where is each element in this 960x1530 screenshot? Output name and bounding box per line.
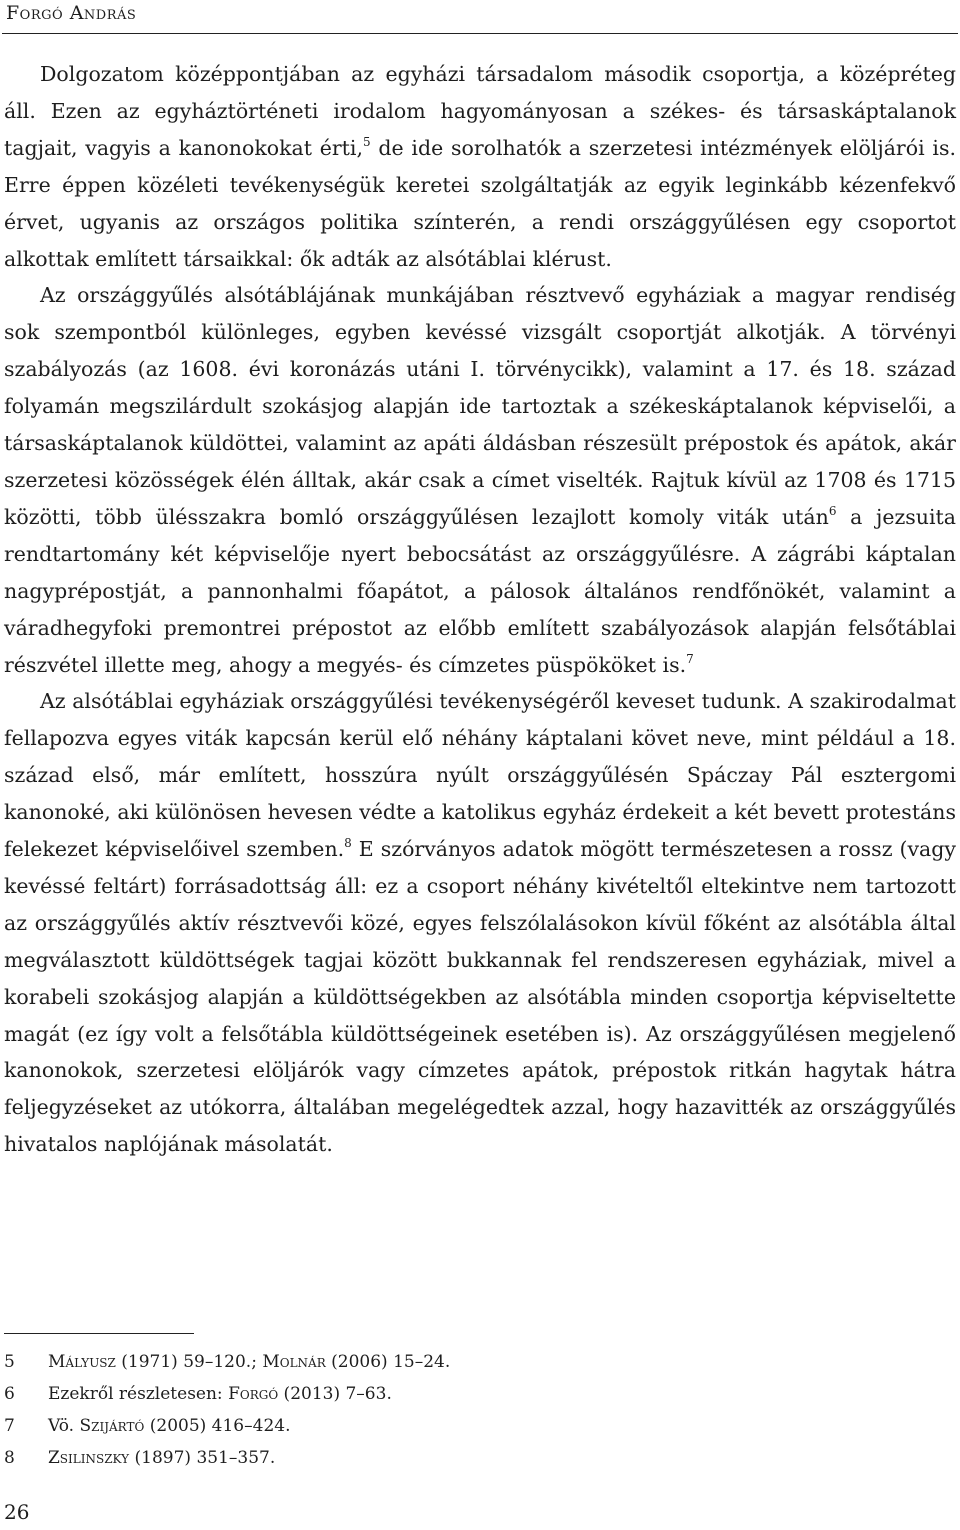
footnote-8 — [4, 1442, 944, 1474]
paragraph-2-text-a: Az országgyűlés alsótáblájának munkájában résztvevő egyháziak a magyar rendiség sok szempontból különleges, egyben kevéssé vizsgált csoportját alkotják. A törvényi szabályozás (az 1608. évi koronázás utáni I. törvénycikk), valamint a 17. és 18. század folyamán megszilárdult szokásjog alapján ide tartoztak a székeskáptalanok képviselői, a társaskáptalanok küldöttei, valamint az apáti áldásban részesült prépostok és apátok, akár szerzetesi közösségek élén álltak, akár csak a címet viselték. Rajtuk kívül az 1708 és 1715 közötti, több ülésszakra bomló országgyűlésen lezajlott komoly viták után — [4, 283, 956, 529]
footnote-prefix: Vö. — [48, 1416, 80, 1436]
running-head: Forgó András — [6, 2, 137, 24]
footnote-text — [48, 1378, 392, 1410]
footnote-citation: (2005) 416–424. — [144, 1416, 291, 1436]
footnote-author: Molnár — [262, 1352, 326, 1372]
footnote-citation: (1971) 59–120.; — [115, 1352, 263, 1372]
paragraph-2 — [4, 277, 956, 683]
footnote-citation: (1897) 351–357. — [129, 1448, 276, 1468]
footnote-citation: (2006) 15–24. — [325, 1352, 451, 1372]
footnote-5 — [4, 1346, 944, 1378]
footnote-text — [48, 1442, 275, 1474]
paragraph-1 — [4, 56, 956, 277]
paragraph-1-text-a: Dolgozatom középpontjában az egyházi társadalom második csoportja, a középréteg áll. Ezen az egyháztörténeti irodalom hagyományosan a székes- és társaskáptalanok tagjait, vagyis a kanonokokat érti, — [4, 62, 956, 160]
footnote-author: Forgó — [228, 1384, 279, 1404]
footnote-text — [48, 1410, 290, 1442]
paragraph-3-text-a: Az alsótáblai egyháziak országgyűlési tevékenységéről keveset tudunk. A szakirodalmat fellapozva egyes viták kapcsán kerül elő néhány káptalani követ neve, mint például a 18. század első, már említett, hosszúra nyúlt országgyűlésén Spáczay Pál esztergomi kanonoké, aki különösen hevesen védte a katolikus egyház érdekeit a két bevett protestáns felekezet képviselőivel szemben. — [4, 689, 956, 862]
footnote-ref-8[interactable]: 8 — [344, 836, 352, 851]
footnote-text — [48, 1346, 450, 1378]
footnote-author: Zsilinszky — [48, 1448, 130, 1468]
paragraph-3 — [4, 683, 956, 1163]
footnote-6 — [4, 1378, 944, 1410]
footnote-citation: (2013) 7–63. — [278, 1384, 392, 1404]
paragraph-1-text-b: de ide sorolhatók a szerzetesi intézmények elöljárói is. Erre éppen közéleti tevékenységük keretei szolgáltatják az egyik leginkább kézenfekvő érvet, ugyanis az országos politika színterén, a rendi országgyűlésen egy csoportot alkottak említett társaikkal: ők adták az alsótáblai klérust. — [4, 135, 956, 271]
footnote-author: Mályusz — [48, 1352, 116, 1372]
footnote-author: Szijártó — [79, 1416, 145, 1436]
footnote-7 — [4, 1410, 944, 1442]
footnotes — [4, 1346, 944, 1474]
paragraph-3-text-b: E szórványos adatok mögött természetesen a rossz (vagy kevéssé feltárt) forrásadottság áll: ez a csoport néhány kivételtől eltekintve nem tartozott az országgyűlés aktív résztvevői közé, egyes felszólalásokon kívül főként az alsótábla által megválasztott küldöttségek tagjai között bukkannak fel rendszeresen egyháziak, mivel a korabeli szokásjog alapján a küldöttségekben az alsótábla minden csoportja képviseltette magát (ez így volt a felsőtábla küldöttségeinek esetében is). Az országgyűlésen megjelenő kanonokok, szerzetesi elöljárók vagy címzetes apátok, prépostok ritkán hagytak hátra feljegyzéseket az utókorra, általában megelégedtek azzal, hogy hazavitték az országgyűlés hivatalos naplójának másolatát. — [4, 837, 956, 1157]
footnote-number: 7 — [4, 1416, 15, 1436]
header-rule — [2, 33, 958, 34]
footnote-prefix: Ezekről részletesen: — [48, 1384, 229, 1404]
main-text — [4, 56, 956, 1163]
footnote-ref-5[interactable]: 5 — [362, 134, 371, 149]
footnote-ref-6[interactable]: 6 — [828, 503, 837, 518]
footnote-number: 8 — [4, 1448, 15, 1468]
footnote-number: 6 — [4, 1384, 15, 1404]
footnote-rule — [4, 1333, 194, 1334]
page-number: 26 — [4, 1500, 30, 1524]
footnote-ref-7[interactable]: 7 — [686, 651, 694, 666]
paragraph-2-text-b: a jezsuita rendtartomány két képviselője nyert bebocsátást az országgyűlésre. A zágrábi káptalan nagyprépostját, a pannonhalmi főapátot, a pálosok általános rendfőnökét, valamint a váradhegyfoki premontrei prépostot az előbb említett szabályozások alapján felsőtáblai részvétel illette meg, ahogy a megyés- és címzetes püspököket is. — [4, 504, 956, 677]
footnote-number: 5 — [4, 1352, 15, 1372]
